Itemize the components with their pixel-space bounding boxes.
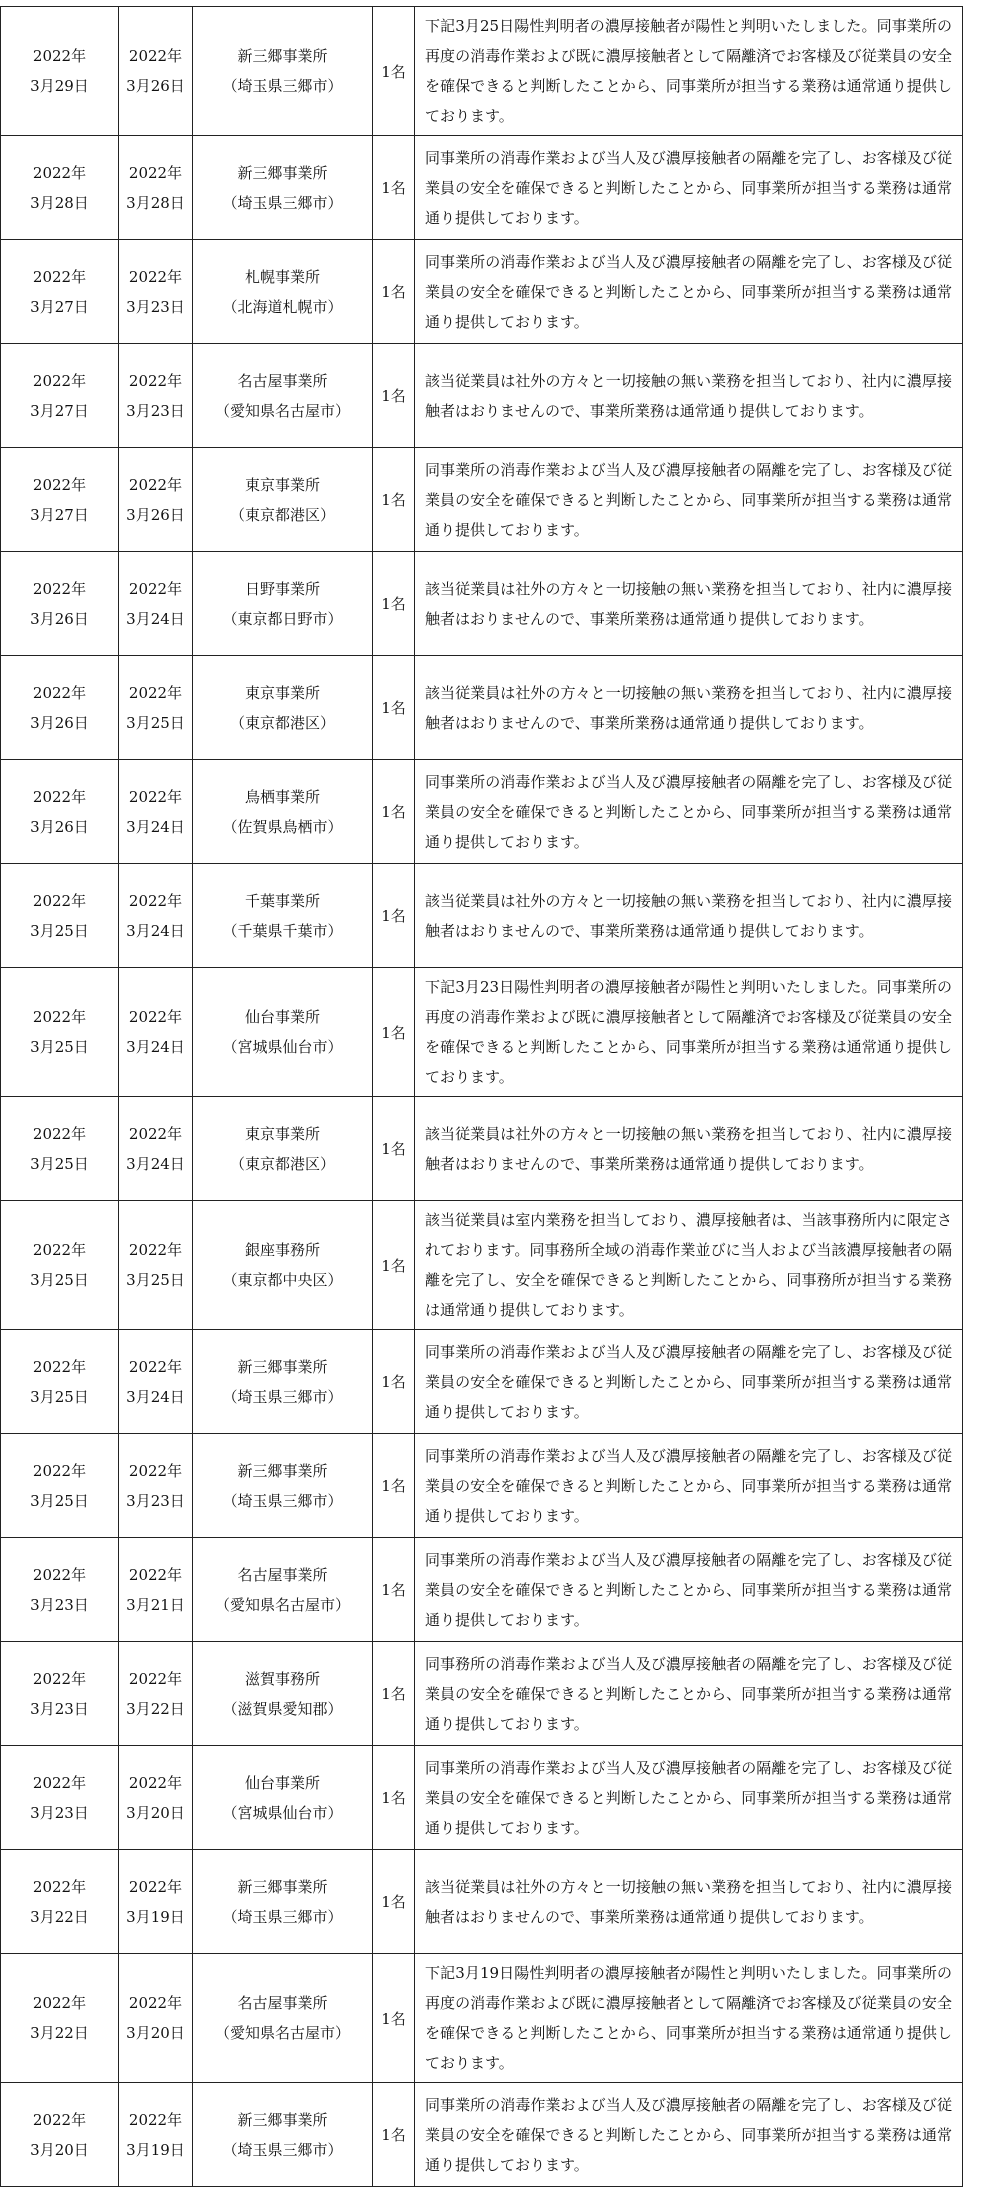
confirm-day: 3月20日 bbox=[126, 2024, 185, 2042]
confirm-date-cell bbox=[119, 1746, 193, 1850]
status-note-cell: 同事業所の消毒作業および当人及び濃厚接触者の隔離を完了し、お客様及び従業員の安全を確保できると判断したことから、同事業所が担当する業務は通常通り提供しております。 bbox=[415, 1330, 963, 1434]
confirm-day: 3月28日 bbox=[126, 193, 185, 212]
status-note-cell: 同事業所の消毒作業および当人及び濃厚接触者の隔離を完了し、お客様及び従業員の安全を確保できると判断したことから、同事業所が担当する業務は通常通り提供しております。 bbox=[415, 448, 963, 552]
confirm-date-cell bbox=[119, 448, 193, 552]
table-row bbox=[1, 864, 963, 968]
count-cell: 1名 bbox=[373, 1330, 415, 1434]
office-name: 札幌事業所 bbox=[244, 267, 320, 286]
confirm-year: 2022年 bbox=[128, 1669, 183, 1688]
confirm-day: 3月19日 bbox=[126, 1907, 185, 1926]
report-day: 3月23日 bbox=[30, 1803, 89, 1822]
count-cell: 1名 bbox=[373, 552, 415, 656]
count-cell: 1名 bbox=[373, 1642, 415, 1746]
office-name: 銀座事務所 bbox=[244, 1241, 320, 1259]
status-note-cell: 同事業所の消毒作業および当人及び濃厚接触者の隔離を完了し、お客様及び従業員の安全を確保できると判断したことから、同事業所が担当する業務は通常通り提供しております。 bbox=[415, 2083, 963, 2187]
report-day: 3月25日 bbox=[30, 1271, 89, 1289]
report-day: 3月29日 bbox=[30, 77, 89, 95]
count-cell: 1名 bbox=[373, 1850, 415, 1954]
office-cell bbox=[193, 760, 373, 864]
confirm-date-cell bbox=[119, 1538, 193, 1642]
report-year: 2022年 bbox=[32, 47, 87, 65]
confirm-date-cell bbox=[119, 552, 193, 656]
status-note-cell: 同事業所の消毒作業および当人及び濃厚接触者の隔離を完了し、お客様及び従業員の安全を確保できると判断したことから、同事業所が担当する業務は通常通り提供しております。 bbox=[415, 136, 963, 240]
office-location: （北海道札幌市） bbox=[222, 297, 343, 316]
confirm-day: 3月26日 bbox=[126, 505, 185, 524]
status-note-cell: 同事業所の消毒作業および当人及び濃厚接触者の隔離を完了し、お客様及び従業員の安全を確保できると判断したことから、同事業所が担当する業務は通常通り提供しております。 bbox=[415, 760, 963, 864]
confirm-date-cell bbox=[119, 7, 193, 136]
count-cell: 1名 bbox=[373, 344, 415, 448]
confirm-day: 3月23日 bbox=[126, 1491, 185, 1510]
confirm-day: 3月24日 bbox=[126, 1387, 185, 1406]
table-row bbox=[1, 552, 963, 656]
status-note-cell: 同事業所の消毒作業および当人及び濃厚接触者の隔離を完了し、お客様及び従業員の安全を確保できると判断したことから、同事業所が担当する業務は通常通り提供しております。 bbox=[415, 1538, 963, 1642]
office-name: 鳥栖事業所 bbox=[244, 787, 320, 806]
confirm-day: 3月25日 bbox=[126, 1271, 185, 1289]
confirm-year: 2022年 bbox=[128, 163, 183, 182]
confirm-date-cell bbox=[119, 968, 193, 1097]
count-cell: 1名 bbox=[373, 864, 415, 968]
report-day: 3月25日 bbox=[30, 1387, 89, 1406]
report-year: 2022年 bbox=[32, 579, 87, 598]
report-year: 2022年 bbox=[32, 475, 87, 494]
status-note-cell: 下記3月23日陽性判明者の濃厚接触者が陽性と判明いたしました。同事業所の再度の消毒作業および既に濃厚接触者として隔離済でお客様及び従業員の安全を確保できると判断したことから、同事業所が担当する業務は通常通り提供しております。 bbox=[415, 968, 963, 1097]
table-row bbox=[1, 1538, 963, 1642]
table-row bbox=[1, 1642, 963, 1746]
count-cell: 1名 bbox=[373, 760, 415, 864]
office-cell bbox=[193, 136, 373, 240]
confirm-date-cell bbox=[119, 656, 193, 760]
table-body bbox=[1, 7, 963, 2187]
count-cell: 1名 bbox=[373, 656, 415, 760]
status-note-cell: 同事業所の消毒作業および当人及び濃厚接触者の隔離を完了し、お客様及び従業員の安全を確保できると判断したことから、同事業所が担当する業務は通常通り提供しております。 bbox=[415, 1746, 963, 1850]
report-year: 2022年 bbox=[32, 1357, 87, 1376]
status-note-cell: 下記3月19日陽性判明者の濃厚接触者が陽性と判明いたしました。同事業所の再度の消毒作業および既に濃厚接触者として隔離済でお客様及び従業員の安全を確保できると判断したことから、同事業所が担当する業務は通常通り提供しております。 bbox=[415, 1954, 963, 2083]
confirm-year: 2022年 bbox=[128, 47, 183, 65]
confirm-day: 3月20日 bbox=[126, 1803, 185, 1822]
table-row bbox=[1, 656, 963, 760]
report-year: 2022年 bbox=[32, 1008, 87, 1026]
count-cell: 1名 bbox=[373, 240, 415, 344]
confirm-date-cell bbox=[119, 1642, 193, 1746]
report-date-cell bbox=[1, 1642, 119, 1746]
office-location: （東京都港区） bbox=[229, 505, 335, 524]
count-cell: 1名 bbox=[373, 968, 415, 1097]
office-cell bbox=[193, 1201, 373, 1330]
confirm-day: 3月21日 bbox=[126, 1595, 185, 1614]
office-name: 新三郷事業所 bbox=[237, 163, 328, 182]
confirm-day: 3月25日 bbox=[126, 713, 185, 732]
confirm-date-cell bbox=[119, 1850, 193, 1954]
status-note-cell: 該当従業員は社外の方々と一切接触の無い業務を担当しており、社内に濃厚接触者はおりませんので、事業所業務は通常通り提供しております。 bbox=[415, 344, 963, 448]
confirm-year: 2022年 bbox=[128, 371, 183, 390]
office-location: （愛知県名古屋市） bbox=[214, 2024, 350, 2042]
report-day: 3月25日 bbox=[30, 1038, 89, 1056]
report-day: 3月26日 bbox=[30, 609, 89, 628]
office-name: 新三郷事業所 bbox=[237, 1357, 328, 1376]
table-row bbox=[1, 1954, 963, 2083]
report-day: 3月25日 bbox=[30, 1491, 89, 1510]
office-location: （宮城県仙台市） bbox=[222, 1803, 343, 1822]
report-year: 2022年 bbox=[32, 267, 87, 286]
confirm-year: 2022年 bbox=[128, 1994, 183, 2012]
office-name: 名古屋事業所 bbox=[237, 371, 328, 390]
confirm-year: 2022年 bbox=[128, 1241, 183, 1259]
report-day: 3月23日 bbox=[30, 1595, 89, 1614]
confirm-year: 2022年 bbox=[128, 891, 183, 910]
count-cell: 1名 bbox=[373, 1954, 415, 2083]
confirm-year: 2022年 bbox=[128, 1461, 183, 1480]
confirm-date-cell bbox=[119, 1330, 193, 1434]
confirm-date-cell bbox=[119, 1434, 193, 1538]
office-cell bbox=[193, 1746, 373, 1850]
report-year: 2022年 bbox=[32, 1241, 87, 1259]
count-cell: 1名 bbox=[373, 448, 415, 552]
report-date-cell bbox=[1, 1746, 119, 1850]
status-note-cell: 同事務所の消毒作業および当人及び濃厚接触者の隔離を完了し、お客様及び従業員の安全を確保できると判断したことから、同事業所が担当する業務は通常通り提供しております。 bbox=[415, 1642, 963, 1746]
report-day: 3月27日 bbox=[30, 401, 89, 420]
office-name: 仙台事業所 bbox=[244, 1008, 320, 1026]
office-cell bbox=[193, 1434, 373, 1538]
office-cell bbox=[193, 1850, 373, 1954]
office-cell bbox=[193, 1538, 373, 1642]
report-date-cell bbox=[1, 552, 119, 656]
report-year: 2022年 bbox=[32, 1124, 87, 1143]
report-date-cell bbox=[1, 2083, 119, 2187]
office-cell bbox=[193, 1954, 373, 2083]
office-location: （東京都港区） bbox=[229, 1154, 335, 1173]
report-day: 3月25日 bbox=[30, 1154, 89, 1173]
confirm-year: 2022年 bbox=[128, 787, 183, 806]
table-row bbox=[1, 1201, 963, 1330]
office-location: （千葉県千葉市） bbox=[222, 921, 343, 940]
status-note-cell: 該当従業員は社外の方々と一切接触の無い業務を担当しており、社内に濃厚接触者はおりませんので、事業所業務は通常通り提供しております。 bbox=[415, 1850, 963, 1954]
confirm-year: 2022年 bbox=[128, 1124, 183, 1143]
report-day: 3月22日 bbox=[30, 2024, 89, 2042]
report-date-cell bbox=[1, 448, 119, 552]
table-row bbox=[1, 1434, 963, 1538]
office-location: （埼玉県三郷市） bbox=[222, 193, 343, 212]
office-name: 新三郷事業所 bbox=[237, 47, 328, 65]
report-date-cell bbox=[1, 968, 119, 1097]
report-date-cell bbox=[1, 864, 119, 968]
count-cell: 1名 bbox=[373, 1097, 415, 1201]
office-location: （埼玉県三郷市） bbox=[222, 1491, 343, 1510]
report-day: 3月28日 bbox=[30, 193, 89, 212]
table-row bbox=[1, 2083, 963, 2187]
confirm-year: 2022年 bbox=[128, 267, 183, 286]
office-cell bbox=[193, 656, 373, 760]
count-cell: 1名 bbox=[373, 1746, 415, 1850]
office-name: 新三郷事業所 bbox=[237, 1461, 328, 1480]
confirm-day: 3月24日 bbox=[126, 817, 185, 836]
report-day: 3月20日 bbox=[30, 2140, 89, 2159]
office-cell bbox=[193, 7, 373, 136]
count-cell: 1名 bbox=[373, 1201, 415, 1330]
report-year: 2022年 bbox=[32, 1773, 87, 1792]
status-note-cell: 該当従業員は社外の方々と一切接触の無い業務を担当しており、社内に濃厚接触者はおりませんので、事業所業務は通常通り提供しております。 bbox=[415, 1097, 963, 1201]
confirm-date-cell bbox=[119, 760, 193, 864]
office-location: （佐賀県鳥栖市） bbox=[222, 817, 343, 836]
office-cell bbox=[193, 2083, 373, 2187]
office-location: （東京都中央区） bbox=[222, 1271, 343, 1289]
confirm-day: 3月24日 bbox=[126, 921, 185, 940]
status-note-cell: 該当従業員は社外の方々と一切接触の無い業務を担当しており、社内に濃厚接触者はおりませんので、事業所業務は通常通り提供しております。 bbox=[415, 552, 963, 656]
status-note-cell: 同事業所の消毒作業および当人及び濃厚接触者の隔離を完了し、お客様及び従業員の安全を確保できると判断したことから、同事業所が担当する業務は通常通り提供しております。 bbox=[415, 240, 963, 344]
count-cell: 1名 bbox=[373, 7, 415, 136]
count-cell: 1名 bbox=[373, 136, 415, 240]
report-day: 3月25日 bbox=[30, 921, 89, 940]
office-name: 千葉事業所 bbox=[244, 891, 320, 910]
report-day: 3月26日 bbox=[30, 713, 89, 732]
confirm-date-cell bbox=[119, 1201, 193, 1330]
office-location: （埼玉県三郷市） bbox=[222, 1907, 343, 1926]
office-cell bbox=[193, 1330, 373, 1434]
infection-report-table bbox=[0, 6, 963, 2187]
report-day: 3月27日 bbox=[30, 297, 89, 316]
status-note-cell: 下記3月25日陽性判明者の濃厚接触者が陽性と判明いたしました。同事業所の再度の消毒作業および既に濃厚接触者として隔離済でお客様及び従業員の安全を確保できると判断したことから、同事業所が担当する業務は通常通り提供しております。 bbox=[415, 7, 963, 136]
office-name: 滋賀事務所 bbox=[244, 1669, 320, 1688]
confirm-year: 2022年 bbox=[128, 1877, 183, 1896]
office-location: （滋賀県愛知郡） bbox=[222, 1699, 343, 1718]
office-location: （埼玉県三郷市） bbox=[222, 2140, 343, 2159]
confirm-day: 3月24日 bbox=[126, 1154, 185, 1173]
office-cell bbox=[193, 344, 373, 448]
report-day: 3月22日 bbox=[30, 1907, 89, 1926]
confirm-day: 3月23日 bbox=[126, 297, 185, 316]
status-note-cell: 該当従業員は社外の方々と一切接触の無い業務を担当しており、社内に濃厚接触者はおりませんので、事業所業務は通常通り提供しております。 bbox=[415, 864, 963, 968]
office-name: 東京事業所 bbox=[244, 683, 320, 702]
table-row bbox=[1, 136, 963, 240]
report-year: 2022年 bbox=[32, 787, 87, 806]
office-name: 新三郷事業所 bbox=[237, 2110, 328, 2129]
office-cell bbox=[193, 552, 373, 656]
confirm-date-cell bbox=[119, 240, 193, 344]
report-date-cell bbox=[1, 1954, 119, 2083]
table-row bbox=[1, 240, 963, 344]
table-row bbox=[1, 760, 963, 864]
confirm-date-cell bbox=[119, 864, 193, 968]
confirm-year: 2022年 bbox=[128, 1008, 183, 1026]
office-cell bbox=[193, 1642, 373, 1746]
count-cell: 1名 bbox=[373, 1434, 415, 1538]
count-cell: 1名 bbox=[373, 2083, 415, 2187]
confirm-year: 2022年 bbox=[128, 1773, 183, 1792]
table-row bbox=[1, 1330, 963, 1434]
confirm-day: 3月26日 bbox=[126, 77, 185, 95]
report-year: 2022年 bbox=[32, 1565, 87, 1584]
table-row bbox=[1, 448, 963, 552]
report-date-cell bbox=[1, 344, 119, 448]
count-cell: 1名 bbox=[373, 1538, 415, 1642]
office-name: 東京事業所 bbox=[244, 1124, 320, 1143]
status-note-cell: 同事業所の消毒作業および当人及び濃厚接触者の隔離を完了し、お客様及び従業員の安全を確保できると判断したことから、同事業所が担当する業務は通常通り提供しております。 bbox=[415, 1434, 963, 1538]
report-date-cell bbox=[1, 1097, 119, 1201]
report-year: 2022年 bbox=[32, 1877, 87, 1896]
report-date-cell bbox=[1, 1434, 119, 1538]
office-cell bbox=[193, 448, 373, 552]
confirm-date-cell bbox=[119, 1097, 193, 1201]
report-year: 2022年 bbox=[32, 1994, 87, 2012]
report-date-cell bbox=[1, 1201, 119, 1330]
confirm-year: 2022年 bbox=[128, 2110, 183, 2129]
confirm-year: 2022年 bbox=[128, 1565, 183, 1584]
report-year: 2022年 bbox=[32, 2110, 87, 2129]
office-location: （埼玉県三郷市） bbox=[222, 77, 343, 95]
table-row bbox=[1, 968, 963, 1097]
report-date-cell bbox=[1, 240, 119, 344]
office-location: （愛知県名古屋市） bbox=[214, 1595, 350, 1614]
confirm-year: 2022年 bbox=[128, 475, 183, 494]
confirm-date-cell bbox=[119, 1954, 193, 2083]
office-cell bbox=[193, 864, 373, 968]
office-location: （東京都日野市） bbox=[222, 609, 343, 628]
report-day: 3月27日 bbox=[30, 505, 89, 524]
report-date-cell bbox=[1, 1850, 119, 1954]
confirm-date-cell bbox=[119, 136, 193, 240]
report-year: 2022年 bbox=[32, 891, 87, 910]
office-name: 名古屋事業所 bbox=[237, 1994, 328, 2012]
office-location: （宮城県仙台市） bbox=[222, 1038, 343, 1056]
status-note-cell: 該当従業員は社外の方々と一切接触の無い業務を担当しており、社内に濃厚接触者はおりませんので、事業所業務は通常通り提供しております。 bbox=[415, 656, 963, 760]
confirm-date-cell bbox=[119, 344, 193, 448]
table-row bbox=[1, 1746, 963, 1850]
table-row bbox=[1, 1850, 963, 1954]
report-date-cell bbox=[1, 656, 119, 760]
report-date-cell bbox=[1, 7, 119, 136]
table-row bbox=[1, 1097, 963, 1201]
report-day: 3月23日 bbox=[30, 1699, 89, 1718]
report-year: 2022年 bbox=[32, 1461, 87, 1480]
report-year: 2022年 bbox=[32, 683, 87, 702]
report-year: 2022年 bbox=[32, 163, 87, 182]
confirm-day: 3月22日 bbox=[126, 1699, 185, 1718]
office-name: 名古屋事業所 bbox=[237, 1565, 328, 1584]
report-date-cell bbox=[1, 1330, 119, 1434]
report-year: 2022年 bbox=[32, 371, 87, 390]
confirm-date-cell bbox=[119, 2083, 193, 2187]
table-row bbox=[1, 344, 963, 448]
report-year: 2022年 bbox=[32, 1669, 87, 1688]
report-date-cell bbox=[1, 760, 119, 864]
office-name: 仙台事業所 bbox=[244, 1773, 320, 1792]
confirm-day: 3月24日 bbox=[126, 609, 185, 628]
office-location: （埼玉県三郷市） bbox=[222, 1387, 343, 1406]
office-name: 日野事業所 bbox=[244, 579, 320, 598]
confirm-day: 3月19日 bbox=[126, 2140, 185, 2159]
report-date-cell bbox=[1, 136, 119, 240]
table-row bbox=[1, 7, 963, 136]
office-cell bbox=[193, 1097, 373, 1201]
office-location: （東京都港区） bbox=[229, 713, 335, 732]
confirm-year: 2022年 bbox=[128, 579, 183, 598]
office-cell bbox=[193, 968, 373, 1097]
report-date-cell bbox=[1, 1538, 119, 1642]
office-name: 新三郷事業所 bbox=[237, 1877, 328, 1896]
confirm-year: 2022年 bbox=[128, 683, 183, 702]
report-day: 3月26日 bbox=[30, 817, 89, 836]
confirm-day: 3月23日 bbox=[126, 401, 185, 420]
confirm-day: 3月24日 bbox=[126, 1038, 185, 1056]
status-note-cell: 該当従業員は室内業務を担当しており、濃厚接触者は、当該事務所内に限定されております。同事務所全域の消毒作業並びに当人および当該濃厚接触者の隔離を完了し、安全を確保できると判断したことから、同事務所が担当する業務は通常通り提供しております。 bbox=[415, 1201, 963, 1330]
office-name: 東京事業所 bbox=[244, 475, 320, 494]
confirm-year: 2022年 bbox=[128, 1357, 183, 1376]
office-location: （愛知県名古屋市） bbox=[214, 401, 350, 420]
office-cell bbox=[193, 240, 373, 344]
